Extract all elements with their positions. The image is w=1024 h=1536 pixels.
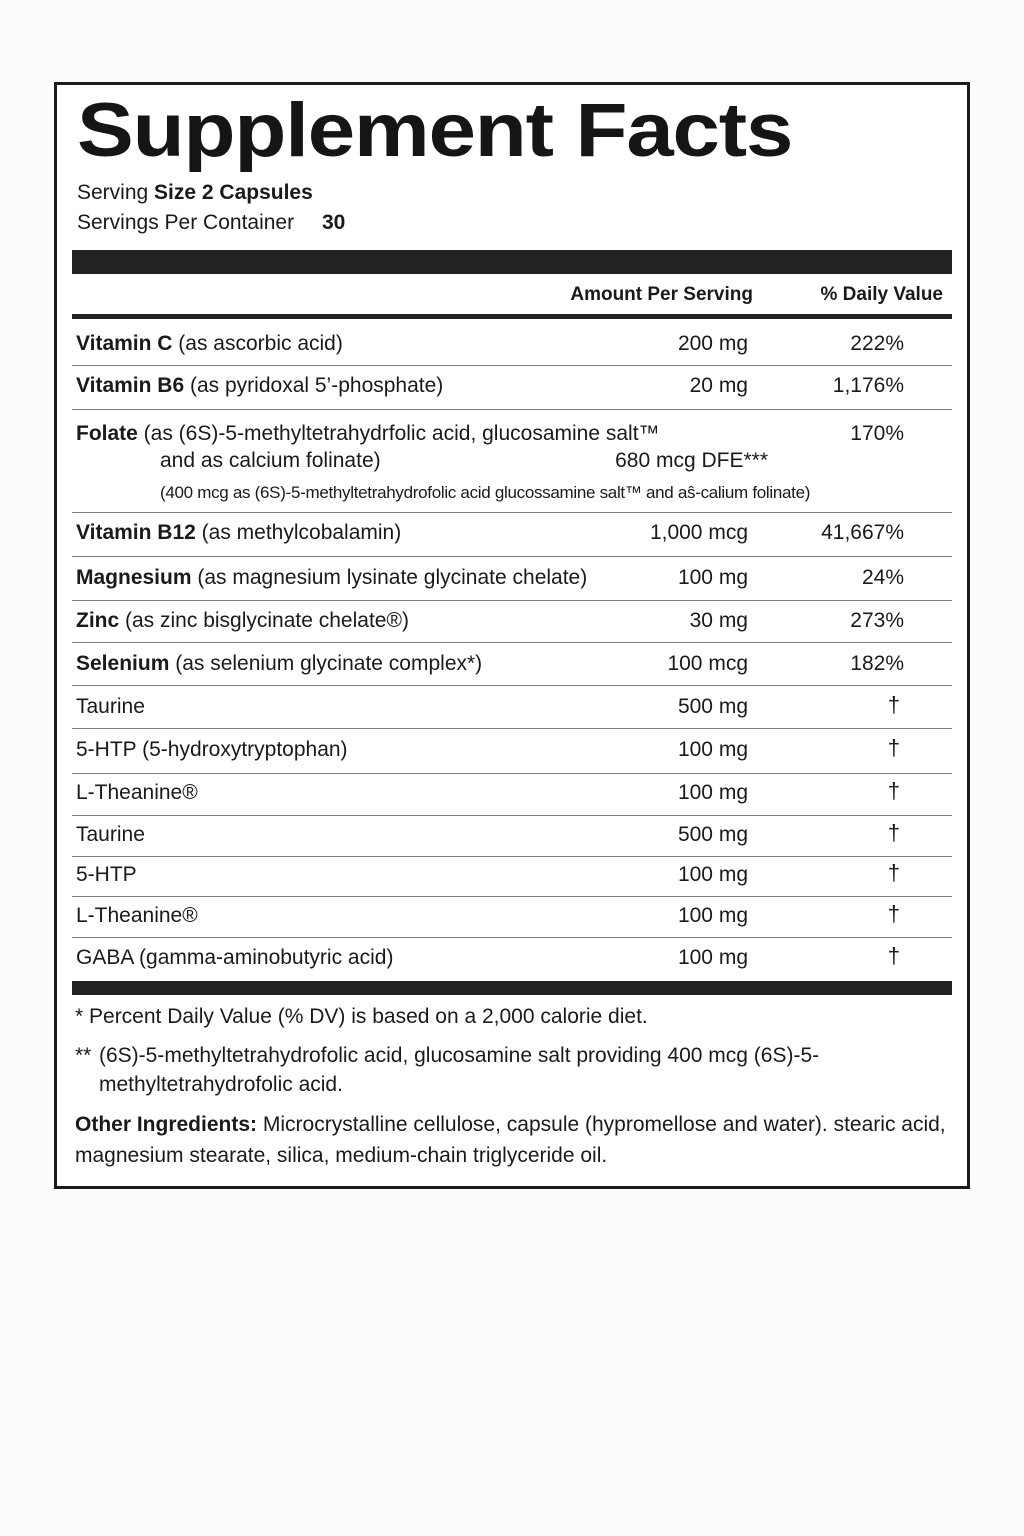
nutrient-name: Vitamin B6 (as pyridoxal 5’-phosphate) <box>76 374 444 397</box>
serving-size <box>77 181 313 205</box>
nutrient-name: Magnesium (as magnesium lysinate glycinate chelate) <box>76 566 588 589</box>
nutrient-name: Vitamin C (as ascorbic acid) <box>76 332 343 355</box>
nutrient-name: 5-HTP (5-hydroxytryptophan) <box>76 738 348 761</box>
footnote-double-star-text: (6S)-5-methyltetrahydrofolic acid, glucosamine salt providing 400 mcg (6S)-5-methyltetrahydrofolic acid. <box>99 1044 820 1096</box>
nutrient-row-vitamin-b6 <box>72 365 952 410</box>
nutrient-dv: † <box>887 778 900 803</box>
footnote-percent-dv: * Percent Daily Value (% DV) is based on a 2,000 calorie diet. <box>75 1005 648 1028</box>
nutrient-dv: 273% <box>850 609 904 632</box>
nutrient-detail-line3: (400 mcg as (6S)-5-methyltetrahydrofolic acid glucossamine salt™ and aŝ-calium folinate) <box>160 483 811 502</box>
nutrient-dv: 222% <box>850 332 904 355</box>
footnote-double-star <box>75 1041 945 1099</box>
nutrient-row-l-theanine-2 <box>72 896 952 938</box>
header-daily-value: % Daily Value <box>820 284 943 305</box>
header-divider-bar <box>72 314 952 319</box>
nutrient-name: Zinc (as zinc bisglycinate chelate®) <box>76 609 409 632</box>
nutrient-dv: † <box>887 860 900 885</box>
nutrient-name: Folate (as (6S)-5-methyltetrahydrfolic acid, glucosamine salt™ <box>76 422 660 445</box>
nutrient-amount: 100 mg <box>677 946 748 969</box>
nutrient-row-vitamin-b12 <box>72 512 952 557</box>
servings-per-container-label: Servings Per Container <box>77 211 295 234</box>
nutrient-dv: † <box>887 943 900 968</box>
nutrient-row-taurine <box>72 685 952 729</box>
nutrient-amount: 100 mcg <box>667 652 748 675</box>
nutrient-amount: 100 mg <box>677 566 748 589</box>
nutrient-dv: 24% <box>861 566 904 589</box>
nutrient-dv: † <box>887 692 900 717</box>
nutrient-name: L-Theanine® <box>76 781 198 804</box>
other-ingredients-text: Microcrystalline cellulose, capsule (hypromellose and water). stearic acid, magnesium stearate, silica, medium-chain triglyceride oil. <box>75 1113 946 1167</box>
nutrient-row-folate <box>72 409 952 513</box>
nutrient-name: Selenium (as selenium glycinate complex*) <box>76 652 483 675</box>
nutrient-name: Vitamin B12 (as methylcobalamin) <box>76 521 402 544</box>
nutrient-name: 5-HTP <box>76 863 137 886</box>
nutrient-amount: 200 mg <box>677 332 748 355</box>
nutrient-name: Taurine <box>76 823 145 846</box>
serving-size-label: Serving <box>77 181 149 204</box>
nutrient-amount: 500 mg <box>677 695 748 718</box>
nutrient-row-5-htp <box>72 728 952 774</box>
nutrient-row-5-htp-2 <box>72 856 952 897</box>
nutrient-dv: 1,176% <box>832 374 904 397</box>
nutrient-amount: 20 mg <box>689 374 748 397</box>
nutrient-row-l-theanine <box>72 773 952 816</box>
nutrient-row-zinc <box>72 600 952 643</box>
other-ingredients-label: Other Ingredients: <box>75 1113 258 1136</box>
panel-title: Supplement Facts <box>77 88 793 173</box>
other-ingredients <box>75 1109 955 1171</box>
nutrient-detail-line2: and as calcium folinate) <box>160 449 381 472</box>
footnote-double-star-mark: ** <box>75 1044 92 1067</box>
nutrient-dv: † <box>887 820 900 845</box>
nutrient-row-vitamin-c <box>72 322 952 365</box>
header-amount-per-serving: Amount Per Serving <box>570 284 753 305</box>
nutrient-amount: 1,000 mcg <box>649 521 748 544</box>
nutrient-row-selenium <box>72 642 952 686</box>
nutrient-amount: 500 mg <box>677 823 748 846</box>
nutrient-amount: 100 mg <box>677 738 748 761</box>
nutrient-name: L-Theanine® <box>76 904 198 927</box>
serving-size-value: Size 2 Capsules <box>154 181 313 204</box>
nutrient-row-taurine-2 <box>72 815 952 857</box>
nutrient-amount: 100 mg <box>677 904 748 927</box>
nutrient-name: Taurine <box>76 695 145 718</box>
bottom-divider-bar <box>72 981 952 995</box>
nutrient-dv: 170% <box>850 422 904 445</box>
servings-per-container <box>77 211 345 235</box>
nutrient-dv: † <box>887 901 900 926</box>
nutrient-amount: 100 mg <box>677 863 748 886</box>
nutrient-row-gaba <box>72 937 952 982</box>
nutrient-amount: 30 mg <box>689 609 748 632</box>
nutrient-amount: 100 mg <box>677 781 748 804</box>
nutrient-dv: † <box>887 735 900 760</box>
top-divider-bar <box>72 250 952 274</box>
nutrient-dv: 182% <box>850 652 904 675</box>
nutrient-row-magnesium <box>72 556 952 601</box>
nutrient-amount: 680 mcg DFE*** <box>615 449 768 472</box>
supplement-facts-panel <box>54 82 970 1189</box>
nutrient-name: GABA (gamma-aminobutyric acid) <box>76 946 394 969</box>
servings-per-container-value: 30 <box>321 211 346 234</box>
nutrient-dv: 41,667% <box>821 521 904 544</box>
